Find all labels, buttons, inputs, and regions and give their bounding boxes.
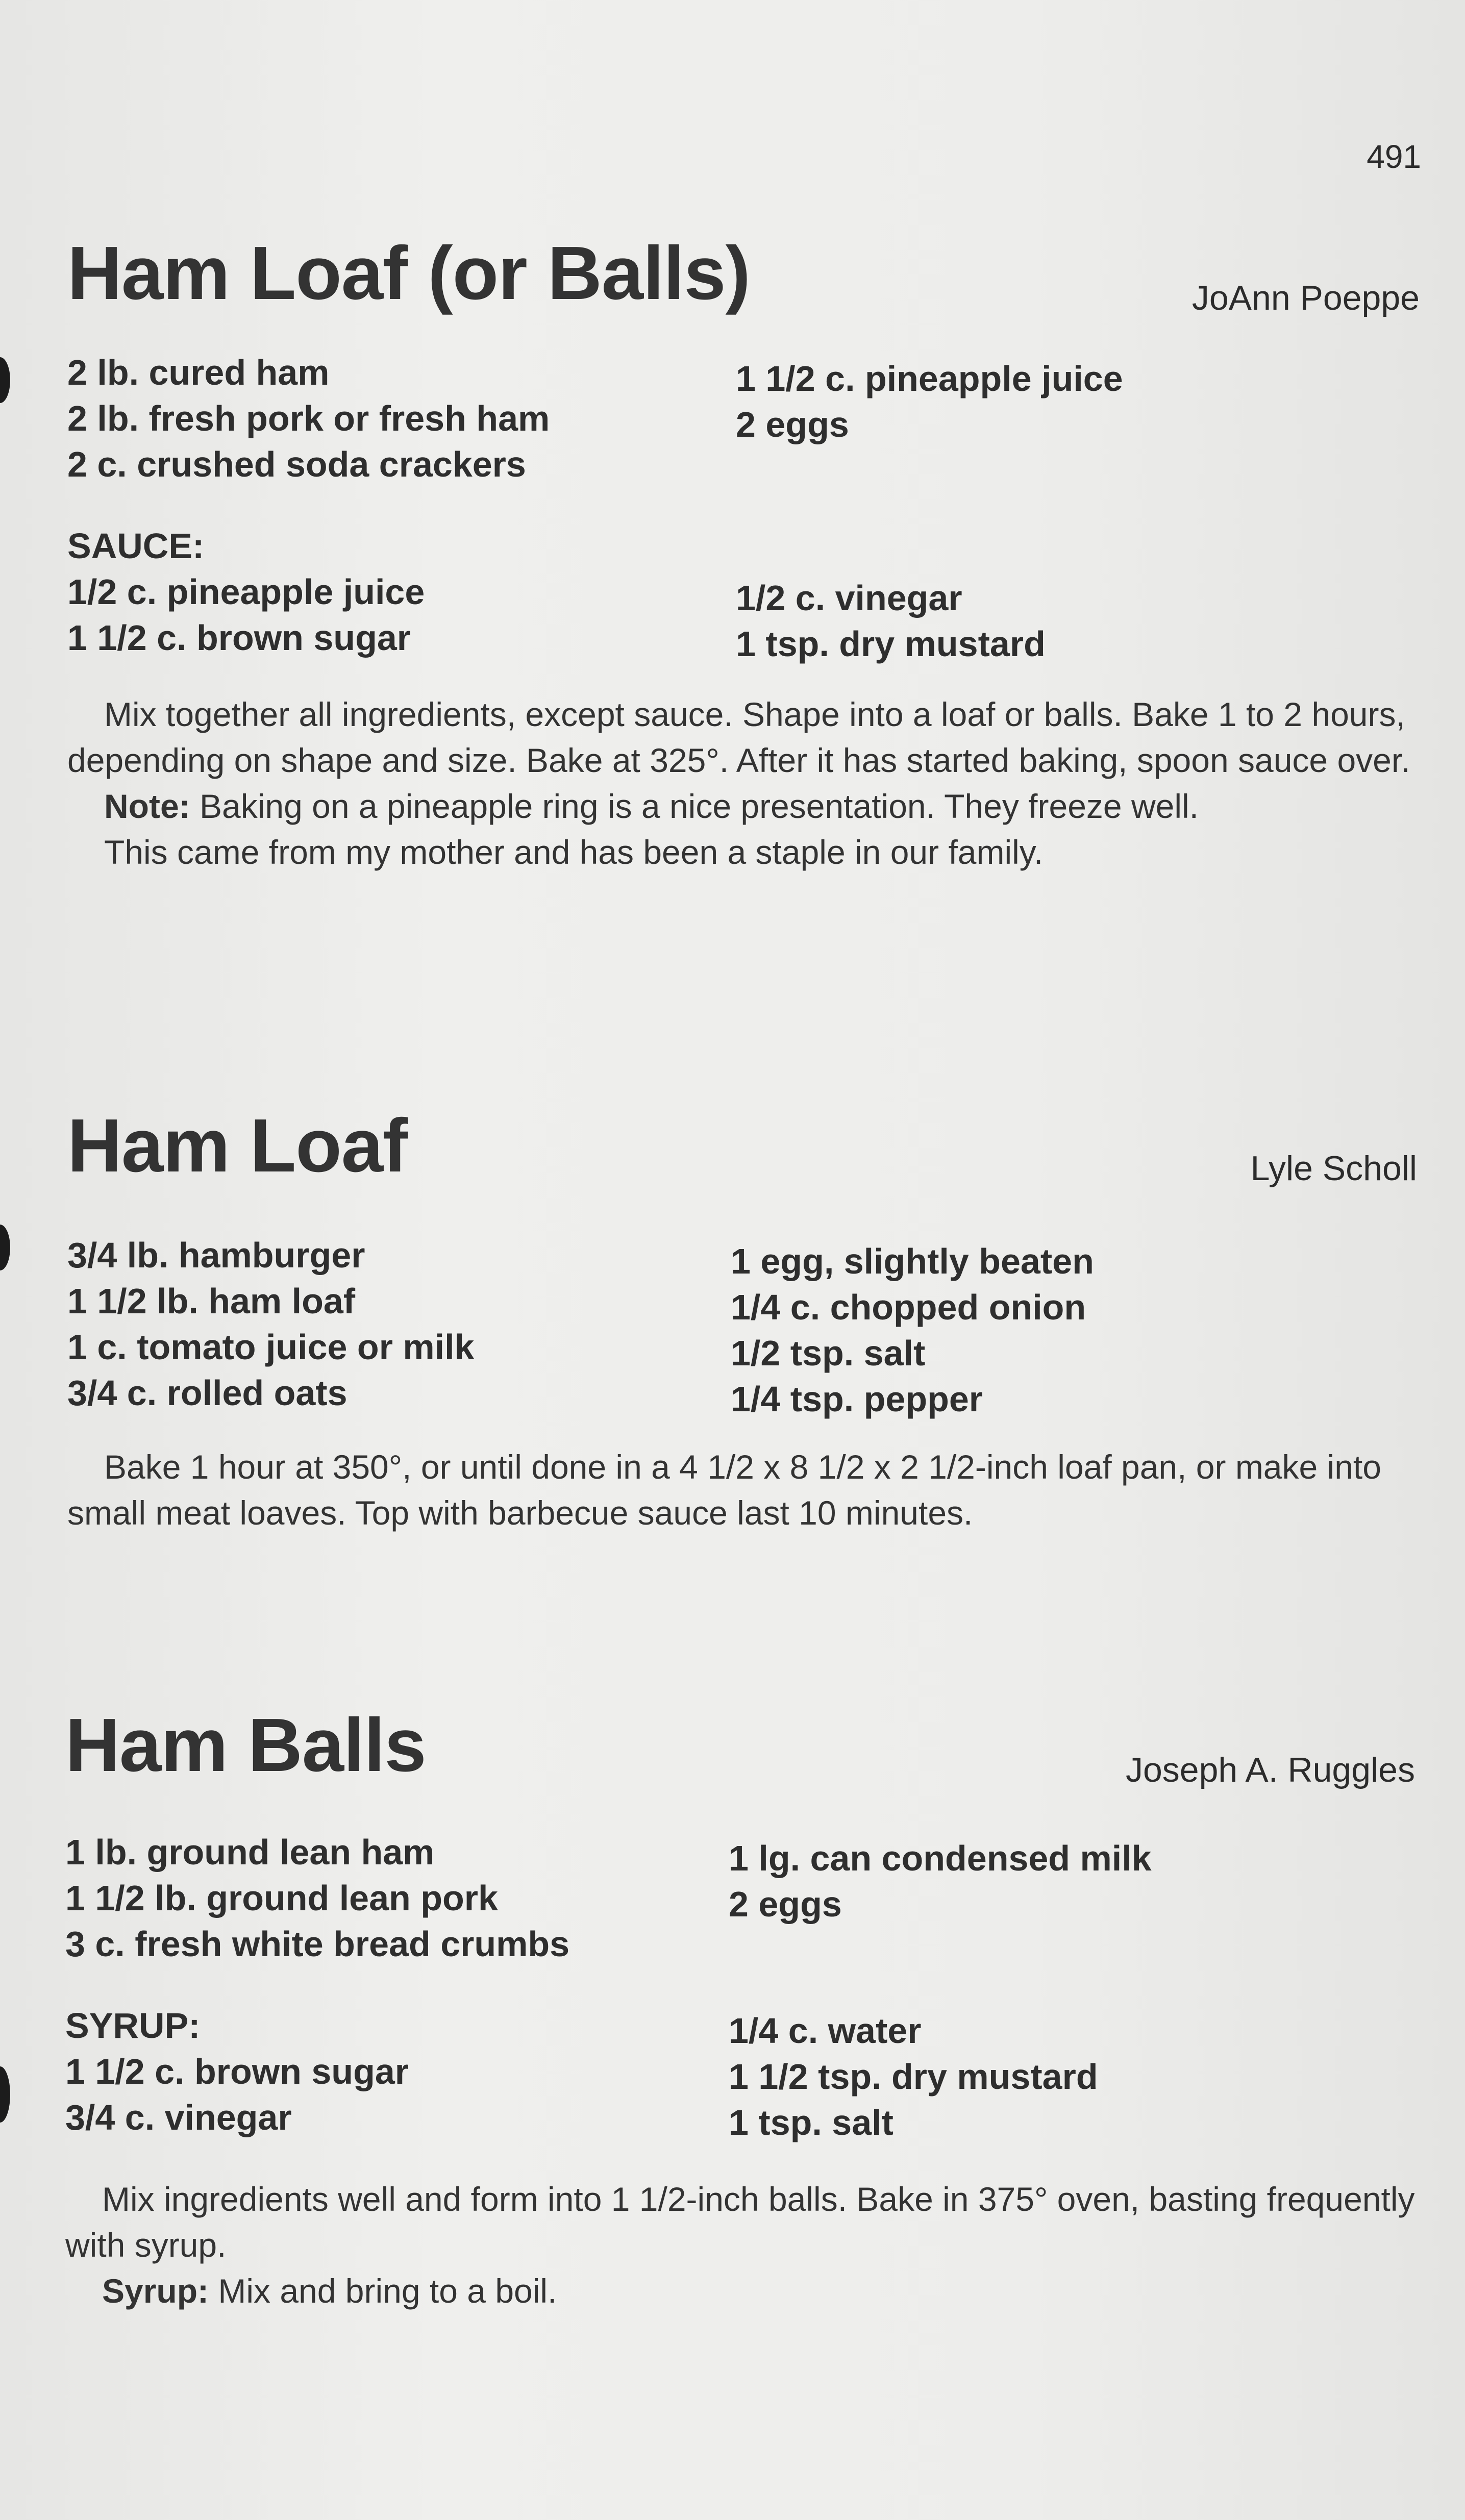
ingredient: 2 eggs bbox=[729, 1884, 842, 1924]
ingredient: 1/2 c. vinegar bbox=[736, 578, 962, 618]
note-text: Baking on a pineapple ring is a nice presentation. They freeze well. bbox=[190, 787, 1199, 825]
ingredient: 1 1/2 c. brown sugar bbox=[67, 618, 411, 658]
ingredient: 1/4 c. water bbox=[729, 2011, 922, 2051]
ingredients-right-column bbox=[729, 1835, 1152, 1927]
ingredient: 1 lb. ground lean ham bbox=[65, 1832, 435, 1872]
directions-text: Bake 1 hour at 350°, or until done in a 4 1/2 x 8 1/2 x 2 1/2-inch loaf pan, or make into small meat loaves. Top with barbecue sauce last 10 minutes. bbox=[67, 1448, 1381, 1532]
syrup-right-column bbox=[729, 2008, 1098, 2145]
syrup-ingredients bbox=[65, 2003, 1418, 2151]
sauce-right-column bbox=[736, 575, 1046, 667]
ingredient: 1 lg. can condensed milk bbox=[729, 1838, 1152, 1878]
recipe-title: Ham Loaf bbox=[67, 1104, 408, 1188]
binder-hole-mark bbox=[0, 1225, 10, 1270]
sauce-label: SAUCE: bbox=[67, 526, 205, 566]
recipe-ham-balls bbox=[65, 1704, 1418, 2314]
recipe-header bbox=[65, 1704, 1418, 1806]
syrup-label: SYRUP: bbox=[65, 2006, 201, 2045]
ingredients-left-column bbox=[65, 1829, 569, 1967]
ingredients bbox=[65, 1829, 1418, 1982]
recipe-extra-line: This came from my mother and has been a staple in our family. bbox=[104, 833, 1044, 871]
ingredient: 1 egg, slightly beaten bbox=[731, 1241, 1094, 1281]
ingredient: 3/4 c. vinegar bbox=[65, 2098, 292, 2137]
recipe-author: JoAnn Poeppe bbox=[1191, 279, 1420, 317]
directions-text: Mix ingredients well and form into 1 1/2-inch balls. Bake in 375° oven, basting frequently with syrup. bbox=[65, 2180, 1415, 2264]
ingredient: 2 c. crushed soda crackers bbox=[67, 444, 526, 484]
syrup-note bbox=[65, 2268, 1418, 2314]
ingredient: 3 c. fresh white bread crumbs bbox=[65, 1924, 570, 1964]
recipe-header bbox=[67, 1105, 1420, 1207]
ingredient: 1 1/2 c. pineapple juice bbox=[736, 359, 1123, 398]
sauce-left-column bbox=[67, 523, 425, 661]
binder-hole-mark bbox=[0, 357, 10, 403]
page-number: 491 bbox=[1367, 138, 1421, 175]
ingredient: 1 tsp. salt bbox=[729, 2103, 893, 2142]
ingredient: 1 c. tomato juice or milk bbox=[67, 1327, 475, 1367]
ingredients-right-column bbox=[736, 356, 1123, 447]
ingredients bbox=[67, 1232, 1420, 1426]
recipe-note bbox=[67, 783, 1420, 829]
ingredients-left-column bbox=[67, 350, 550, 487]
recipe-author: Joseph A. Ruggles bbox=[1125, 1751, 1415, 1789]
ingredient: 2 lb. fresh pork or fresh ham bbox=[67, 398, 550, 438]
ingredients bbox=[67, 350, 1420, 503]
recipe-directions bbox=[65, 2176, 1418, 2314]
ingredient: 1 1/2 lb. ground lean pork bbox=[65, 1878, 498, 1918]
ingredient: 1 1/2 tsp. dry mustard bbox=[729, 2057, 1098, 2097]
recipe-author: Lyle Scholl bbox=[1250, 1149, 1417, 1188]
recipe-ham-loaf bbox=[67, 1105, 1420, 1536]
ingredient: 2 eggs bbox=[736, 405, 849, 444]
ingredient: 1 1/2 c. brown sugar bbox=[65, 2052, 409, 2091]
recipe-directions bbox=[67, 1444, 1420, 1536]
ingredients-left-column bbox=[67, 1232, 474, 1416]
note-label: Syrup: bbox=[102, 2272, 209, 2310]
recipe-ham-loaf-or-balls bbox=[67, 232, 1420, 875]
ingredient: 1/2 c. pineapple juice bbox=[67, 572, 425, 612]
recipe-header bbox=[67, 232, 1420, 334]
syrup-left-column bbox=[65, 2003, 409, 2140]
binder-hole-mark bbox=[0, 2066, 10, 2123]
ingredient: 2 lb. cured ham bbox=[67, 353, 330, 392]
note-text: Mix and bring to a boil. bbox=[209, 2272, 557, 2310]
recipe-title: Ham Loaf (or Balls) bbox=[67, 231, 750, 315]
ingredient: 3/4 c. rolled oats bbox=[67, 1373, 347, 1413]
ingredient: 1/4 tsp. pepper bbox=[731, 1379, 983, 1419]
ingredient: 1/4 c. chopped onion bbox=[731, 1287, 1086, 1327]
recipe-title: Ham Balls bbox=[65, 1703, 426, 1787]
ingredient: 1 1/2 lb. ham loaf bbox=[67, 1281, 356, 1321]
recipe-directions bbox=[67, 691, 1420, 875]
note-label: Note: bbox=[104, 787, 190, 825]
ingredient: 3/4 lb. hamburger bbox=[67, 1235, 365, 1275]
sauce-ingredients bbox=[67, 523, 1420, 676]
ingredients-right-column bbox=[731, 1238, 1094, 1422]
ingredient: 1/2 tsp. salt bbox=[731, 1333, 926, 1373]
directions-text: Mix together all ingredients, except sauce. Shape into a loaf or balls. Bake 1 to 2 hours, depending on shape and size. Bake at 325°. After it has started baking, spoon sauce over. bbox=[67, 695, 1410, 779]
ingredient: 1 tsp. dry mustard bbox=[736, 624, 1046, 664]
